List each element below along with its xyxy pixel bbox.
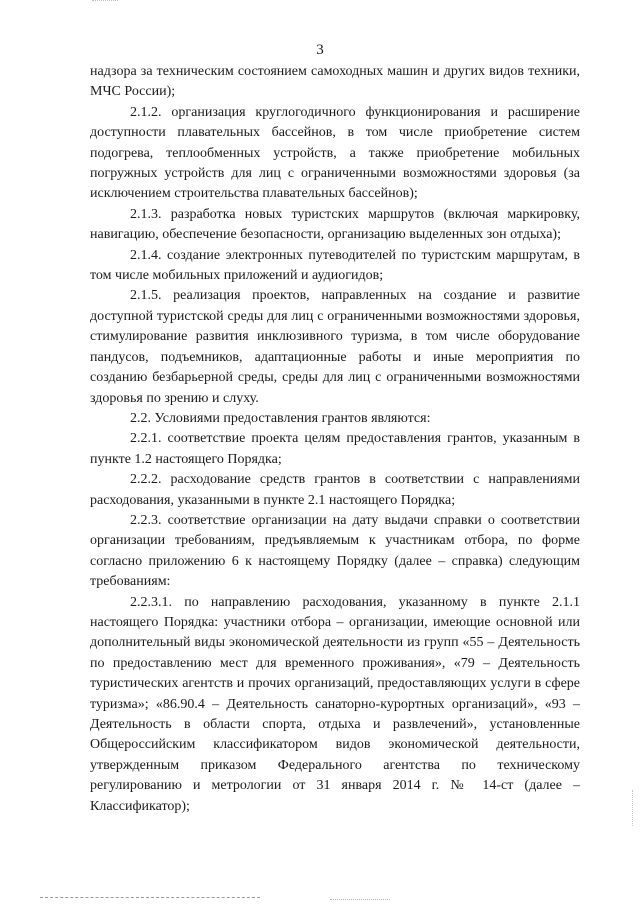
paragraph-continuation: надзора за техническим состоянием самоходных машин и других видов техники, МЧС России); <box>90 64 580 100</box>
paragraph-2-1-3: 2.1.3. разработка новых туристских маршрутов (включая маркировку, навигацию, обеспечение безопасности, организацию выделенных зон отдыха); <box>90 206 580 243</box>
paragraph-2-1-5: 2.1.5. реализация проектов, направленных на создание и развитие доступной туристской среды для лиц с ограниченными возможностями здоровья, стимулирование развития инклюзивного туризма, в том числе оборудование пандусов, подъемников, адаптационные работы и иные мероприятия по созданию безбарьерной среды, среды для лиц с ограниченными возможностями здоровья по зрению и слуху. <box>90 288 580 406</box>
document-body <box>90 62 580 817</box>
paragraph-2-2-2: 2.2.2. расходование средств грантов в соответствии с направлениями расходования, указанными в пункте 2.1 настоящего Порядка; <box>90 472 580 508</box>
paragraph-2-2-3-1: 2.2.3.1. по направлению расходования, указанному в пункте 2.1.1 настоящего Порядка: участники отбора – организации, имеющие основной или дополнительный виды экономической деятельности из групп «55 – Деятельность по предоставлению мест для временного проживания», «79 – Деятельность туристических агентств и прочих организаций, предоставляющих услуги в сфере туризма»; «86.90.4 – Деятельность санаторно-курортных организаций», «93 – Деятельность в области спорта, отдыха и развлечений», установленные Общероссийским классификатором видов экономической деятельности, утвержденным приказом Федерального агентства по техническому регулированию и метрологии от 31 января 2014 г. № 14-ст (далее – Классификатор); <box>90 594 580 814</box>
paragraph-2-1-2: 2.1.2. организация круглогодичного функционирования и расширение доступности плавательных бассейнов, в том числе приобретение систем подогрева, теплообменных устройств, а также приобретение мобильных погружных устройств для лиц с ограниченными возможностями здоровья (за исключением строительства плавательных бассейнов); <box>90 104 580 202</box>
scan-artifact-top <box>92 0 118 4</box>
scan-artifact-right <box>632 790 633 826</box>
scan-artifact-bottom-secondary <box>330 899 390 900</box>
paragraph-2-2: 2.2. Условиями предоставления грантов являются: <box>130 410 431 426</box>
paragraph-2-1-4: 2.1.4. создание электронных путеводителей по туристским маршрутам, в том числе мобильных приложений и аудиогидов; <box>90 247 580 284</box>
paragraph-2-2-3: 2.2.3. соответствие организации на дату выдачи справки о соответствии организации требованиям, предъявляемым к участникам отбора, по форме согласно приложению 6 к настоящему Порядку (далее – справка) следующим требованиям: <box>90 512 580 590</box>
page-number: 3 <box>316 42 324 58</box>
paragraph-2-2-1: 2.2.1. соответствие проекта целям предоставления грантов, указанным в пункте 1.2 настоящего Порядка; <box>90 431 580 467</box>
scan-artifact-bottom <box>40 897 260 898</box>
